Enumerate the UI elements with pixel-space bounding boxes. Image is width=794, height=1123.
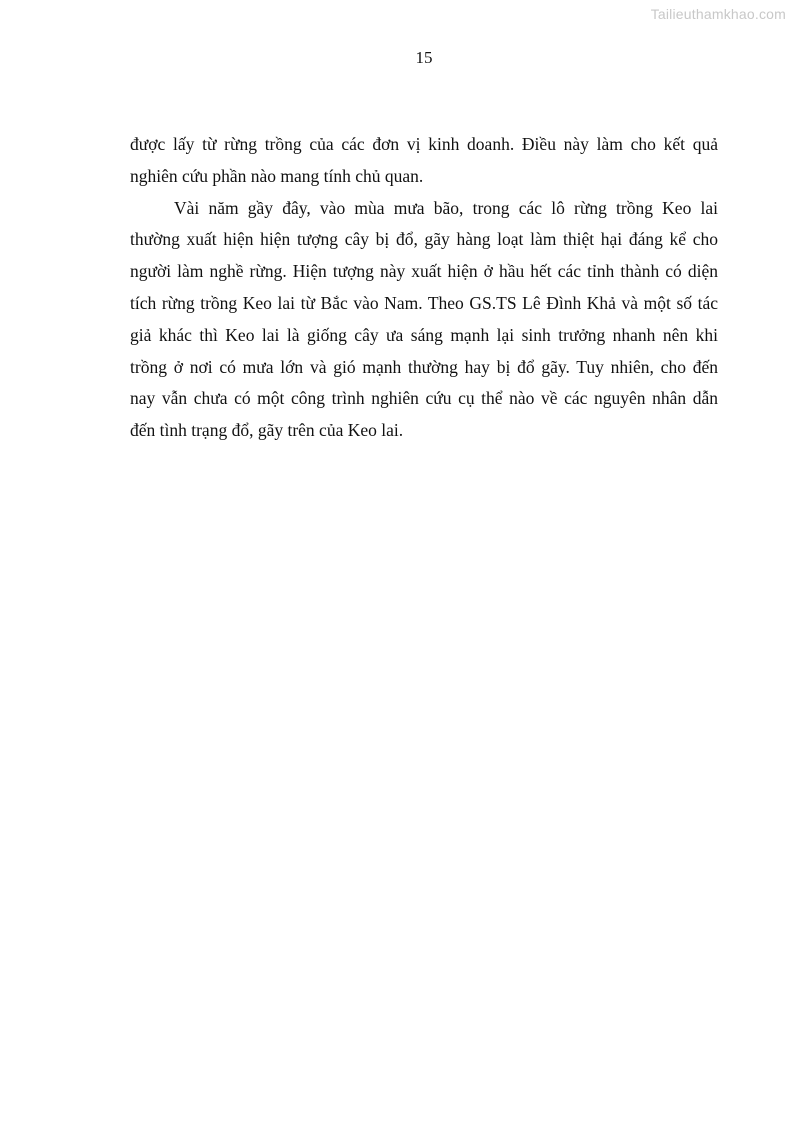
text-line: nghiên cứu phần nào mang tính chủ quan.: [130, 165, 424, 186]
page-number: 15: [415, 48, 433, 67]
watermark: Tailieuthamkhao.com: [650, 6, 786, 22]
paragraph-2: [130, 193, 718, 447]
document-body: [130, 129, 718, 447]
text-line: nay vẫn chưa có một công trình nghiên cứu cụ thể nào về các nguyên nhân dẫn: [130, 388, 718, 409]
text-line: giả khác thì Keo lai là giống cây ưa sáng mạnh lại sinh trưởng nhanh nên khi: [130, 324, 718, 345]
text-line: được lấy từ rừng trồng của các đơn vị kinh doanh. Điều này làm cho kết quả: [130, 134, 718, 154]
paragraph-1: [130, 129, 718, 193]
text-line: người làm nghề rừng. Hiện tượng này xuất hiện ở hầu hết các tỉnh thành có diện: [130, 261, 718, 282]
text-line: tích rừng trồng Keo lai từ Bắc vào Nam. Theo GS.TS Lê Đình Khả và một số tác: [130, 292, 718, 313]
text-line: đến tình trạng đổ, gãy trên của Keo lai.: [130, 420, 404, 441]
text-line: thường xuất hiện hiện tượng cây bị đổ, gãy hàng loạt làm thiệt hại đáng kể cho: [130, 229, 718, 250]
text-line: Vài năm gầy đây, vào mùa mưa bão, trong các lô rừng trồng Keo lai: [174, 197, 718, 218]
text-line: trồng ở nơi có mưa lớn và gió mạnh thường hay bị đổ gãy. Tuy nhiên, cho đến: [130, 356, 718, 377]
